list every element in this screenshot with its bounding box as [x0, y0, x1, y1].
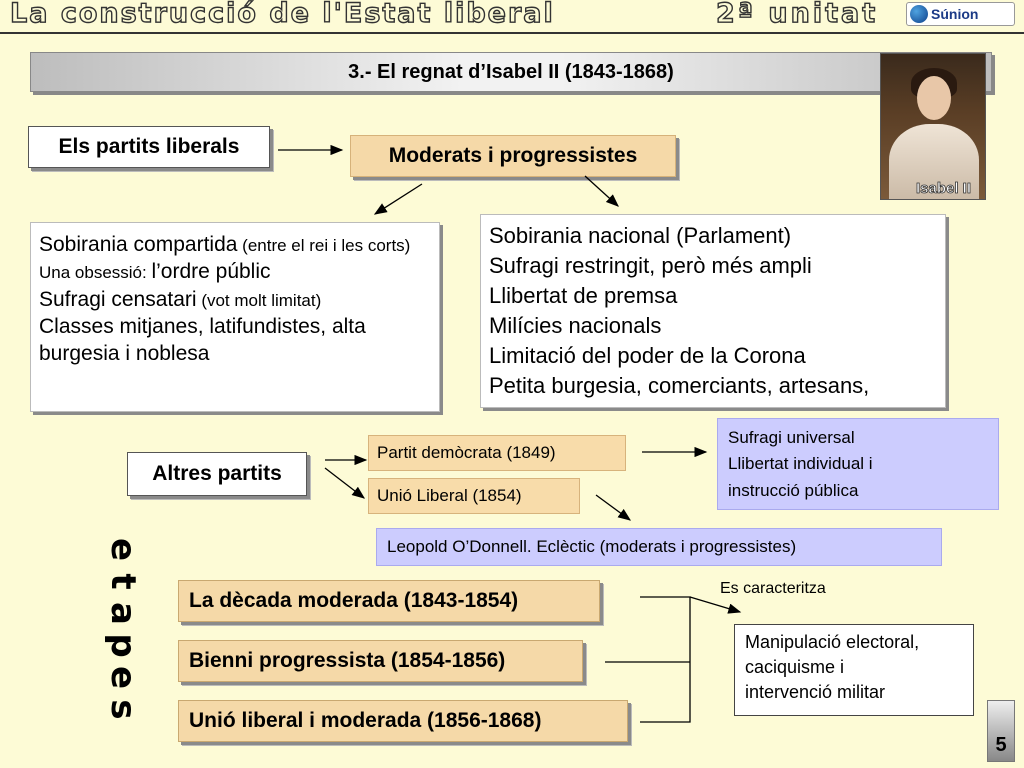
democrata-description: Sufragi universal Llibertat individual i instrucció pública: [717, 418, 999, 510]
stages-description: Manipulació electoral, caciquisme i intervenció militar: [734, 624, 974, 716]
section-title: 3.- El regnat d’Isabel II (1843-1868): [30, 52, 992, 92]
moderats-line-3: Sufragi censatari (vot molt limitat): [39, 287, 322, 311]
democrata-party: Partit demòcrata (1849): [368, 435, 626, 471]
arrow-altres-to-unio: [325, 468, 364, 498]
header-unit: 2ª unitat: [716, 0, 879, 29]
progressistes-item: Sobirania nacional (Parlament): [489, 223, 792, 248]
arrow-to-moderats-box: [375, 184, 422, 214]
arrow-stages-to-desc: [690, 597, 740, 612]
liberal-parties-label: Els partits liberals: [28, 126, 270, 168]
moderats-line-4: Classes mitjanes, latifundistes, alta burgesia i noblesa: [39, 314, 366, 366]
arrow-unio-to-desc: [596, 495, 630, 520]
progressistes-item: Llibertat de premsa: [489, 282, 678, 308]
unio-liberal-description: Leopold O’Donnell. Eclèctic (moderats i progressistes): [376, 528, 942, 566]
logo-text: Súnion: [931, 6, 979, 22]
moderats-line-1: Sobirania compartida (entre el rei i les corts): [39, 233, 411, 256]
unio-liberal-party: Unió Liberal (1854): [368, 478, 580, 514]
stage-decada-moderada: La dècada moderada (1843-1854): [178, 580, 600, 622]
stage-bienni-progressista: Bienni progressista (1854-1856): [178, 640, 583, 682]
progressistes-item: Limitació del poder de la Corona: [489, 342, 806, 368]
stage-unio-liberal: Unió liberal i moderada (1856-1868): [178, 700, 628, 742]
bracket-stages: [605, 597, 690, 722]
progressistes-item: Petita burgesia, comerciants, artesans,: [489, 372, 870, 398]
portrait-caption: Isabel II: [915, 180, 971, 197]
other-parties-label: Altres partits: [127, 452, 307, 496]
moderats-line-2: Una obsessió: l’ordre públic: [39, 260, 271, 284]
page-number: 5: [987, 700, 1015, 762]
header-title: La construcció de l'Estat liberal: [10, 0, 555, 29]
progressistes-item: Sufragi restringit, però més ampli: [489, 252, 812, 278]
etapes-vertical-label: e t a p e s: [103, 537, 143, 721]
arrow-to-progressistes-box: [585, 176, 618, 206]
progressistes-item: Milícies nacionals: [489, 312, 662, 338]
moderats-progressistes-label: Moderats i progressistes: [350, 135, 676, 177]
characterizes-label: Es caracteritza: [720, 580, 826, 597]
